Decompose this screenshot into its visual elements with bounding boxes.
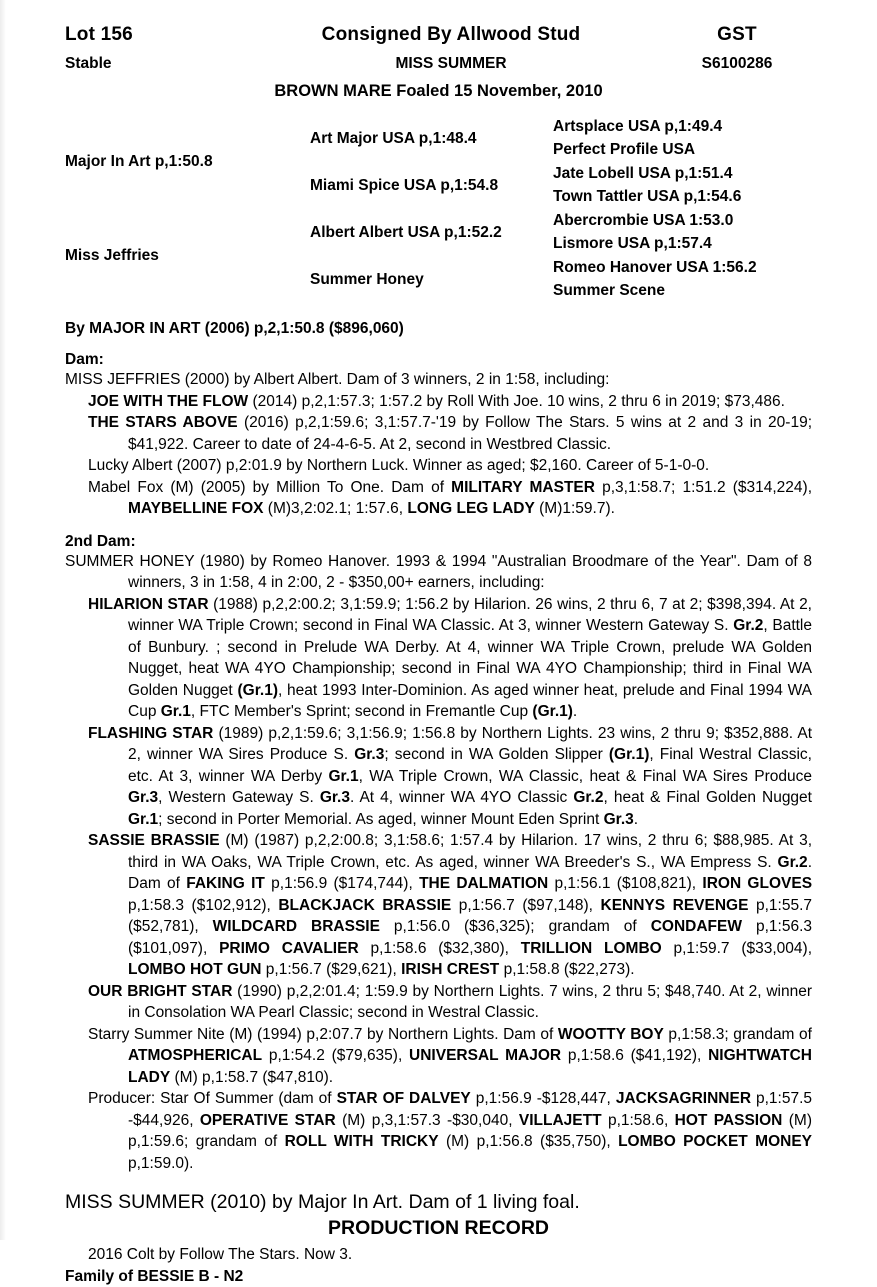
dam-entry: THE STARS ABOVE (2016) p,2,1:59.6; 3,1:57.7-'19 by Follow The Stars. 5 wins at 2 and 3 in 20-19; $41,922. Career to date of 24-4-6-5. At 2, second in Westbred Classic.: [65, 412, 812, 455]
great-grandparent-2: Perfect Profile USA: [553, 141, 812, 159]
dam-entry: Mabel Fox (M) (2005) by Million To One. Dam of MILITARY MASTER p,3,1:58.7; 1:51.2 ($314,224), MAYBELLINE FOX (M)3,2:02.1; 1:57.6, LONG LEG LADY (M)1:59.7).: [65, 477, 812, 520]
second-dam-notes: SUMMER HONEY (1980) by Romeo Hanover. 1993 & 1994 "Australian Broodmare of the Year". Dam of 8 winners, 3 in 1:58, 4 in 2:00, 2 - $350,00+ earners, including:: [65, 551, 812, 594]
second-dam-entry: Producer: Star Of Summer (dam of STAR OF DALVEY p,1:56.9 -$128,447, JACKSAGRINNER p,1:57.5 -$44,926, OPERATIVE STAR (M) p,3,1:57.3 -$30,040, VILLAJETT p,1:58.6, HOT PASSION (M) p,1:59.6; grandam of ROLL WITH TRICKY (M) p,1:56.8 ($35,750), LOMBO POCKET MONEY p,1:59.0).: [65, 1088, 812, 1174]
second-dam-entry: OUR BRIGHT STAR (1990) p,2,2:01.4; 1:59.9 by Northern Lights. 7 wins, 2 thru 5; $48,740. At 2, winner in Consolation WA Pearl Classic; second in Westral Classic.: [65, 981, 812, 1024]
header-row-2: [65, 55, 812, 73]
family-line: Family of BESSIE B - N2: [65, 1266, 812, 1287]
great-grandparent-4: Town Tattler USA p,1:54.6: [553, 188, 812, 206]
gst-label: GST: [662, 24, 812, 46]
lot-number: Lot 156: [65, 24, 240, 46]
consignor-title: Consigned By Allwood Stud: [240, 24, 662, 46]
great-grandparent-7: Romeo Hanover USA 1:56.2: [553, 259, 812, 277]
produce-summary-line: MISS SUMMER (2010) by Major In Art. Dam of 1 living foal.: [65, 1191, 812, 1214]
great-grandparent-6: Lismore USA p,1:57.4: [553, 235, 812, 253]
dam-notes: MISS JEFFRIES (2000) by Albert Albert. Dam of 3 winners, 2 in 1:58, including:: [65, 369, 812, 391]
pedigree-table: [65, 115, 812, 303]
stable-label: Stable: [65, 55, 240, 73]
header-row-1: [65, 24, 812, 46]
dam-entry: Lucky Albert (2007) p,2:01.9 by Northern Luck. Winner as aged; $2,160. Career of 5-1-0-0.: [65, 455, 812, 477]
paternal-granddam: Miami Spice USA p,1:54.8: [310, 177, 553, 195]
production-entry: 2016 Colt by Follow The Stars. Now 3.: [65, 1244, 812, 1266]
great-grandparent-8: Summer Scene: [553, 282, 812, 300]
maternal-grandsire: Albert Albert USA p,1:52.2: [310, 224, 553, 242]
great-grandparent-3: Jate Lobell USA p,1:51.4: [553, 165, 812, 183]
maternal-granddam: Summer Honey: [310, 271, 553, 289]
dam-entry: JOE WITH THE FLOW (2014) p,2,1:57.3; 1:57.2 by Roll With Joe. 10 wins, 2 thru 6 in 2019; $73,486.: [65, 391, 812, 413]
second-dam-entry: SASSIE BRASSIE (M) (1987) p,2,2:00.8; 3,1:58.6; 1:57.4 by Hilarion. 17 wins, 2 thru 6; $88,985. At 3, third in WA Oaks, WA Triple Crown, etc. As aged, winner WA Breeder's S., WA Empress S. Gr.2. Dam of FAKING IT p,1:56.9 ($174,744), THE DALMATION p,1:56.1 ($108,821), IRON GLOVES p,1:58.3 ($102,912), BLACKJACK BRASSIE p,1:56.7 ($97,148), KENNYS REVENGE p,1:55.7 ($52,781), WILDCARD BRASSIE p,1:56.0 ($36,325); grandam of CONDAFEW p,1:56.3 ($101,097), PRIMO CAVALIER p,1:58.6 ($32,380), TRILLION LOMBO p,1:59.7 ($33,004), LOMBO HOT GUN p,1:56.7 ($29,621), IRISH CREST p,1:58.8 ($22,273).: [65, 830, 812, 981]
great-grandparent-1: Artsplace USA p,1:49.4: [553, 118, 812, 136]
second-dam-entry: Starry Summer Nite (M) (1994) p,2:07.7 by Northern Lights. Dam of WOOTTY BOY p,1:58.3; grandam of ATMOSPHERICAL p,1:54.2 ($79,635), UNIVERSAL MAJOR p,1:58.6 ($41,192), NIGHTWATCH LADY (M) p,1:58.7 ($47,810).: [65, 1024, 812, 1089]
catalog-number: S6100286: [662, 55, 812, 73]
foal-description: BROWN MARE Foaled 15 November, 2010: [65, 82, 812, 101]
dam-heading: Dam:: [65, 351, 812, 369]
sire-name: Major In Art p,1:50.8: [65, 153, 310, 171]
second-dam-entry: FLASHING STAR (1989) p,2,1:59.6; 3,1:56.9; 1:56.8 by Northern Lights. 23 wins, 2 thru 9; $352,888. At 2, winner WA Sires Produce S. Gr.3; second in WA Golden Slipper (Gr.1), Final Westral Classic, etc. At 3, winner WA Derby Gr.1, WA Triple Crown, WA Classic, heat & Final WA Sires Produce Gr.3, Western Gateway S. Gr.3. At 4, winner WA 4YO Classic Gr.2, heat & Final Golden Nugget Gr.1; second in Porter Memorial. As aged, winner Mount Eden Sprint Gr.3.: [65, 723, 812, 831]
paternal-grandsire: Art Major USA p,1:48.4: [310, 130, 553, 148]
sire-credit-line: By MAJOR IN ART (2006) p,2,1:50.8 ($896,060): [65, 320, 812, 338]
great-grandparent-5: Abercrombie USA 1:53.0: [553, 212, 812, 230]
second-dam-entry: HILARION STAR (1988) p,2,2:00.2; 3,1:59.9; 1:56.2 by Hilarion. 26 wins, 2 thru 6, 7 at 2; $398,394. At 2, winner WA Triple Crown; second in Final WA Classic. At 3, winner Western Gateway S. Gr.2, Battle of Bunbury. ; second in Prelude WA Derby. At 4, winner WA Triple Crown, prelude WA Golden Nugget, heat WA 4YO Championship; second in Final WA 4YO Championship; third in Final WA Golden Nugget (Gr.1), heat 1993 Inter-Dominion. As aged winner heat, prelude and Final 1994 WA Cup Gr.1, FTC Member's Sprint; second in Fremantle Cup (Gr.1).: [65, 594, 812, 723]
dam-name: Miss Jeffries: [65, 247, 310, 265]
horse-name: MISS SUMMER: [240, 55, 662, 73]
second-dam-heading: 2nd Dam:: [65, 533, 812, 551]
production-record-heading: PRODUCTION RECORD: [65, 1217, 812, 1240]
